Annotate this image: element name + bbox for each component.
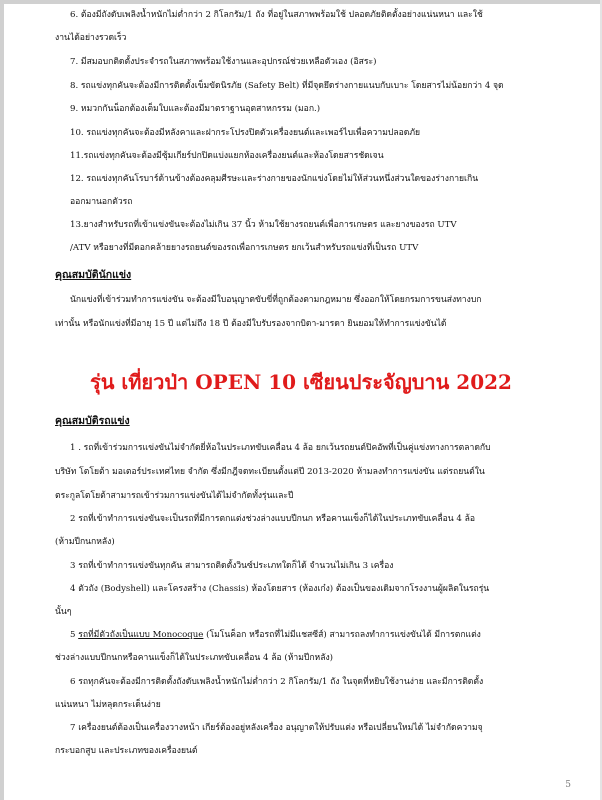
car-rule-5-rest: (โมโนค็อก หรือรถที่ไม่มีแชสซีส์) สามารถลงทำการแข่งขันได้ มีการตกแต่ง (203, 630, 481, 640)
driver-qualification-heading: คุณสมบัตินักแข่ง (55, 269, 132, 281)
car-rule-1-line-1: 1 . รถที่เข้าร่วมการแข่งขันไม่จำกัดยี่ห้อในประเภทขับเคลื่อน 4 ล้อ ยกเว้นรถยนต์ปิคอัพที่เป็นคู่แข่งทางการตลาดกับ (70, 443, 491, 453)
rule-8: 8. รถแข่งทุกคันจะต้องมีการติดตั้งเข็มขัดนิรภัย (Safety Belt) ที่มีจุดยึดร่างกายแนบกับเบาะ โดยสารไม่น้อยกว่า 4 จุด (70, 81, 504, 91)
car-rule-5-line-2: ช่วงล่างแบบปีกนกหรือคานแข็งก็ได้ในประเภทขับเคลื่อน 4 ล้อ (ห้ามปีกหลัง) (55, 653, 334, 663)
car-rule-1-line-3: ตระกูลโตโยต้าสามารถเข้าร่วมการแข่งขันได้ไม่จำกัดทั้งรุ่นและปี (55, 491, 294, 501)
car-rule-7-line-2: กระบอกสูบ และประเภทของเครื่องยนต์ (55, 746, 198, 756)
car-rule-2-line-1: 2 รถที่เข้าทำการแข่งขันจะเป็นรถที่มีการตกแต่งช่วงล่างแบบปีกนก หรือคานแข็งก็ได้ในประเภทขับเคลื่อน 4 ล้อ (70, 514, 475, 524)
rule-13-line-2: /ATV หรือยางที่มีดอกคล้ายยางรถยนต์ของรถเพื่อการเกษตร ยกเว้นสำหรับรถแข่งที่เป็นรถ UTV (70, 243, 419, 253)
rule-6-line-1: 6. ต้องมีถังดับเพลิงน้ำหนักไม่ต่ำกว่า 2 กิโลกรัม/1 ถัง ที่อยู่ในสภาพพร้อมใช้ ปลอดภัยติดตั้งอย่างแน่นหนา และใช้ (70, 10, 483, 20)
rule-9: 9. หมวกกันน็อกต้องเต็มใบและต้องมีมาตราฐานอุตสาหกรรม (มอก.) (70, 104, 321, 114)
car-rule-4-line-1: 4 ตัวถัง (Bodyshell) และโครงสร้าง (Chassis) ห้องโดยสาร (ห้องเก๋ง) ต้องเป็นของเดิมจากโรงงานผู้ผลิตในรถรุ่น (70, 584, 490, 594)
rule-11: 11.รถแข่งทุกคันจะต้องมีซุ้มเกียร์ปกปิดแบ่งแยกห้องเครื่องยนต์และห้องโดยสารชัดเจน (70, 151, 384, 161)
rule-13-line-1: 13.ยางสำหรับรถที่เข้าแข่งขันจะต้องไม่เกิน 37 นิ้ว ห้ามใช้ยางรถยนต์เพื่อการเกษตร และยางของรถ UTV (70, 220, 457, 230)
rule-6-line-2: งานได้อย่างรวดเร็ว (55, 33, 127, 43)
page-number: 5 (565, 780, 571, 790)
driver-qualification-line-2: เท่านั้น หรือนักแข่งที่มีอายุ 15 ปี แต่ไม่ถึง 18 ปี ต้องมีใบรับรองจากบิดา-มารดา ยินยอมให้ทำการแข่งขันได้ (55, 319, 447, 329)
class-title: รุ่น เที่ยวป่า OPEN 10 เซียนประจัญบาน 2022 (90, 370, 512, 394)
rule-12-line-2: ออกมานอกตัวรถ (70, 197, 133, 207)
car-rule-4-line-2: นั้นๆ (55, 607, 72, 617)
car-rule-3: 3 รถที่เข้าทำการแข่งขันทุกคัน สามารถติดตั้งวินซ์ประเภทใดก็ได้ จำนวนไม่เกิน 3 เครื่อง (70, 561, 394, 571)
rule-10: 10. รถแข่งทุกคันจะต้องมีหลังคาและฝากระโปรงปิดตัวเครื่องยนต์และเพอร์ไบเพื่อความปลอดภัย (70, 128, 421, 138)
driver-qualification-line-1: นักแข่งที่เข้าร่วมทำการแข่งขัน จะต้องมีใบอนุญาตขับขี่ที่ถูกต้องตามกฎหมาย ซึ่งออกให้โดยกรมการขนส่งทางบก (70, 295, 482, 305)
car-rule-5-line-1 (70, 629, 481, 641)
car-rule-2-line-2: (ห้ามปีกนกหลัง) (55, 537, 115, 547)
car-rule-1-line-2: บริษัท โตโยต้า มอเตอร์ประเทศไทย จำกัด ซึ่งมีกฎีจดทะเบียนตั้งแต่ปี 2013-2020 ห้ามลงทำการแข่งขัน แต่รถยนต์ใน (55, 467, 485, 477)
car-rule-6-line-2: แน่นหนา ไม่หลุดกระเด็นง่าย (55, 700, 161, 710)
car-rule-5-number: 5 (70, 630, 79, 640)
monocoque-underlined: รถที่มีตัวถังเป็นแบบ Monocoque (78, 630, 204, 640)
car-qualification-heading: คุณสมบัติรถแข่ง (55, 415, 130, 427)
rule-7: 7. มีสมอบกติดตั้งประจำรถในสภาพพร้อมใช้งานและอุปกรณ์ช่วยเหลือตัวเอง (อิสระ) (70, 57, 377, 67)
car-rule-6-line-1: 6 รถทุกคันจะต้องมีการติดตั้งถังดับเพลิงน้ำหนักไม่ต่ำกว่า 2 กิโลกรัม/1 ถัง ในจุดที่หยิบใช้งานง่าย และมีการติดตั้ง (70, 677, 484, 687)
car-rule-7-line-1: 7 เครื่องยนต์ต้องเป็นเครื่องวางหน้า เกียร์ต้องอยู่หลังเครื่อง อนุญาตให้ปรับแต่ง หรือเปลี่ยนใหม่ได้ ไม่จำกัดความจุ (70, 723, 483, 733)
rule-12-line-1: 12. รถแข่งทุกคันโรบาร์ด้านข้างต้องคลุมศีรษะและร่างกายของนักแข่งโดยไม่ให้ส่วนหนึ่งส่วนใดของร่างกายเกิน (70, 174, 479, 184)
